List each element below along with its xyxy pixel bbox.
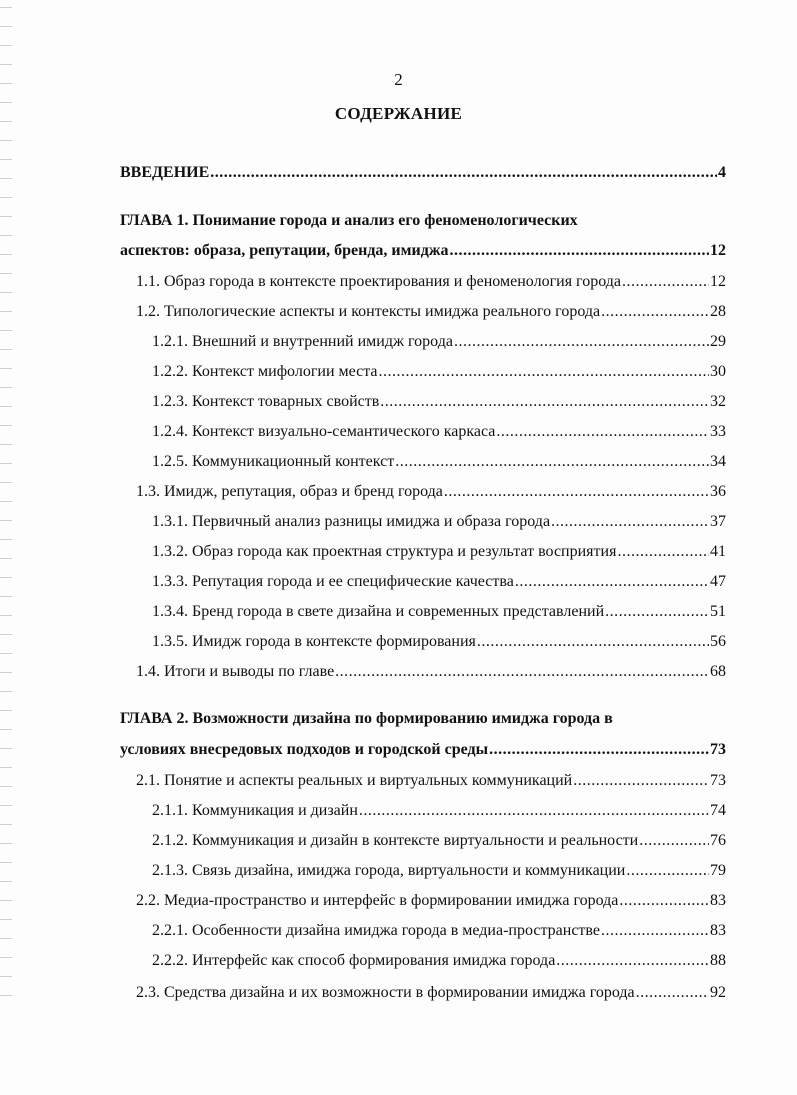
toc-dot-leader bbox=[601, 921, 709, 941]
toc-entry-text: 1.2.5. Коммуникационный контекст bbox=[152, 453, 395, 470]
toc-entry-page: 33 bbox=[710, 423, 726, 440]
toc-dot-leader bbox=[379, 362, 709, 382]
toc-entry-text: 2.3. Средства дизайна и их возможности в формировании имиджа города bbox=[136, 984, 635, 1001]
toc-entry-text: 1.3.3. Репутация города и ее специфические качества bbox=[152, 573, 514, 590]
toc-entry-page: 36 bbox=[710, 483, 726, 500]
toc-entry-1-2-1[interactable] bbox=[152, 332, 726, 352]
toc-entry-text: 2.1. Понятие и аспекты реальных и виртуальных коммуникаций bbox=[136, 772, 573, 789]
toc-entry-text: 2.1.2. Коммуникация и дизайн в контексте виртуальности и реальности bbox=[152, 832, 639, 849]
toc-entry-1-3-4[interactable] bbox=[152, 602, 726, 622]
toc-entry-text: 2.1.1. Коммуникация и дизайн bbox=[152, 802, 358, 819]
toc-entry-1-2-5[interactable] bbox=[152, 452, 726, 472]
toc-entry-text: 1.4. Итоги и выводы по главе bbox=[136, 663, 335, 680]
toc-dot-leader bbox=[380, 392, 709, 412]
toc-entry-page: 29 bbox=[710, 333, 726, 350]
toc-entry-page: 51 bbox=[710, 603, 726, 620]
toc-dot-leader bbox=[477, 632, 709, 652]
toc-dot-leader bbox=[617, 542, 709, 562]
toc-entry-1-1[interactable] bbox=[136, 272, 726, 292]
toc-entry-1-3-1[interactable] bbox=[152, 512, 726, 532]
toc-entry-text: 1.3.4. Бренд города в свете дизайна и современных представлений bbox=[152, 603, 605, 620]
toc-entry-2-2-2[interactable] bbox=[152, 951, 726, 971]
toc-dot-leader bbox=[551, 512, 709, 532]
toc-dot-leader bbox=[395, 452, 709, 472]
toc-entry-1-3-2[interactable] bbox=[152, 542, 726, 562]
toc-dot-leader bbox=[619, 891, 709, 911]
toc-dot-leader bbox=[444, 482, 709, 502]
toc-entry-1-2-4[interactable] bbox=[152, 422, 726, 442]
toc-entry-text: 1.2.1. Внешний и внутренний имидж города bbox=[152, 333, 453, 350]
toc-entry-text: 1.2.3. Контекст товарных свойств bbox=[152, 393, 380, 410]
toc-entry-chapter-1[interactable] bbox=[120, 241, 726, 261]
toc-entry-page: 47 bbox=[710, 573, 726, 590]
toc-entry-page: 12 bbox=[710, 242, 726, 259]
toc-entry-text: 1.2.4. Контекст визуально-семантического каркаса bbox=[152, 423, 496, 440]
toc-entry-2-1-3[interactable] bbox=[152, 861, 726, 881]
toc-entry-1-2-3[interactable] bbox=[152, 392, 726, 412]
toc-entry-chapter-2[interactable] bbox=[120, 740, 726, 760]
toc-entry-page: 30 bbox=[710, 363, 726, 380]
toc-entry-text: 1.3.5. Имидж города в контексте формирования bbox=[152, 633, 476, 650]
toc-entry-page: 74 bbox=[710, 802, 726, 819]
toc-entry-text: 2.1.3. Связь дизайна, имиджа города, виртуальности и коммуникации bbox=[152, 862, 626, 879]
toc-entry-text: 1.2.2. Контекст мифологии места bbox=[152, 363, 378, 380]
toc-dot-leader bbox=[335, 662, 709, 682]
toc-dot-leader bbox=[622, 272, 709, 292]
toc-entry-page: 12 bbox=[710, 273, 726, 290]
toc-entry-text: 2.2.2. Интерфейс как способ формирования имиджа города bbox=[152, 952, 556, 969]
toc-entry-2-1-1[interactable] bbox=[152, 801, 726, 821]
toc-dot-leader bbox=[636, 983, 709, 1003]
toc-dot-leader bbox=[489, 740, 709, 760]
toc-dot-leader bbox=[605, 602, 709, 622]
toc-entry-page: 73 bbox=[710, 772, 726, 789]
toc-entry-text: ВВЕДЕНИЕ bbox=[120, 164, 210, 181]
toc-entry-page: 79 bbox=[710, 862, 726, 879]
toc-dot-leader bbox=[601, 302, 709, 322]
toc-entry-text: 2.2. Медиа-пространство и интерфейс в формировании имиджа города bbox=[136, 892, 619, 909]
toc-entry-1-3[interactable] bbox=[136, 482, 726, 502]
toc-dot-leader bbox=[496, 422, 709, 442]
toc-dot-leader bbox=[556, 951, 709, 971]
toc-entry-1-4[interactable] bbox=[136, 662, 726, 682]
toc-entry-1-3-3[interactable] bbox=[152, 572, 726, 592]
toc-entry-text: 1.3.1. Первичный анализ разницы имиджа и образа города bbox=[152, 513, 551, 530]
scan-edge-artifact bbox=[0, 0, 12, 1000]
toc-entry-page: 4 bbox=[718, 164, 726, 181]
toc-entry-2-3[interactable] bbox=[136, 983, 726, 1003]
toc-entry-1-2-2[interactable] bbox=[152, 362, 726, 382]
toc-entry-text: 1.2. Типологические аспекты и контексты имиджа реального города bbox=[136, 303, 601, 320]
toc-dot-leader bbox=[449, 241, 709, 261]
toc-entry-page: 41 bbox=[710, 543, 726, 560]
toc-dot-leader bbox=[639, 831, 709, 851]
toc-entry-2-1[interactable] bbox=[136, 771, 726, 791]
toc-entry-page: 37 bbox=[710, 513, 726, 530]
toc-entry-page: 83 bbox=[710, 922, 726, 939]
toc-entry-page: 34 bbox=[710, 453, 726, 470]
toc-entry-page: 32 bbox=[710, 393, 726, 410]
page-number: 2 bbox=[394, 70, 403, 89]
chapter-2-heading-line-1: ГЛАВА 2. Возможности дизайна по формированию имиджа города в bbox=[120, 710, 613, 727]
toc-dot-leader bbox=[454, 332, 709, 352]
toc-dot-leader bbox=[573, 771, 709, 791]
toc-entry-text: 1.3.2. Образ города как проектная структура и результат восприятия bbox=[152, 543, 617, 560]
toc-entry-page: 56 bbox=[710, 633, 726, 650]
toc-title: СОДЕРЖАНИЕ bbox=[334, 104, 463, 123]
toc-entry-1-2[interactable] bbox=[136, 302, 726, 322]
toc-dot-leader bbox=[210, 163, 717, 183]
toc-entry-2-1-2[interactable] bbox=[152, 831, 726, 851]
chapter-1-heading-line-1: ГЛАВА 1. Понимание города и анализ его феноменологических bbox=[120, 212, 578, 229]
toc-entry-2-2-1[interactable] bbox=[152, 921, 726, 941]
toc-entry-text: 1.3. Имидж, репутация, образ и бренд города bbox=[136, 483, 443, 500]
toc-entry-1-3-5[interactable] bbox=[152, 632, 726, 652]
toc-entry-page: 83 bbox=[710, 892, 726, 909]
toc-entry-page: 92 bbox=[710, 984, 726, 1001]
toc-entry-page: 68 bbox=[710, 663, 726, 680]
toc-entry-page: 88 bbox=[710, 952, 726, 969]
toc-entry-text: условиях внесредовых подходов и городской среды bbox=[120, 741, 489, 758]
toc-dot-leader bbox=[359, 801, 709, 821]
toc-entry-intro[interactable] bbox=[120, 163, 726, 183]
toc-entry-text: 2.2.1. Особенности дизайна имиджа города в медиа-пространстве bbox=[152, 922, 600, 939]
toc-dot-leader bbox=[515, 572, 709, 592]
toc-dot-leader bbox=[626, 861, 709, 881]
toc-entry-text: аспектов: образа, репутации, бренда, имиджа bbox=[120, 242, 449, 259]
toc-entry-text: 1.1. Образ города в контексте проектирования и феноменология города bbox=[136, 273, 621, 290]
toc-entry-page: 76 bbox=[710, 832, 726, 849]
toc-entry-page: 73 bbox=[710, 741, 726, 758]
toc-entry-2-2[interactable] bbox=[136, 891, 726, 911]
toc-entry-page: 28 bbox=[710, 303, 726, 320]
